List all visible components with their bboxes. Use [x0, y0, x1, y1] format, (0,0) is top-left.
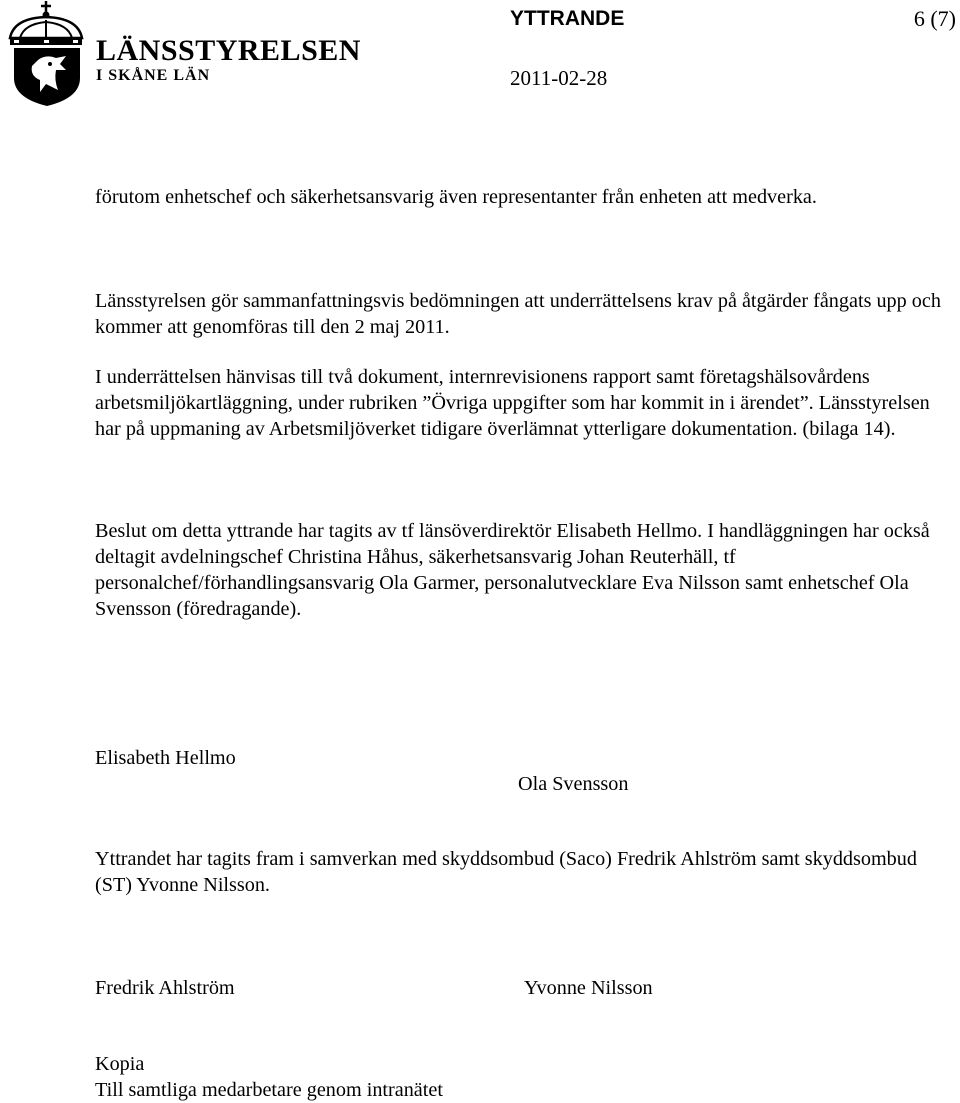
signature-yvonne-nilsson: Yvonne Nilsson: [524, 977, 653, 999]
document-type: YTTRANDE: [510, 7, 625, 30]
org-subtitle: I SKÅNE LÄN: [96, 67, 211, 84]
signature-ola-svensson: Ola Svensson: [518, 773, 629, 795]
paragraph-4: Beslut om detta yttrande har tagits av tf länsöverdirektör Elisabeth Hellmo. I handläggningen har också deltagit avdelningschef Christina Håhus, säkerhetsansvarig Johan Reuterhäll, tf personalchef/förhandlingsansvarig Ola Garmer, personalutvecklare Eva Nilsson samt enhetschef Ola Svensson (föredragande).: [95, 520, 930, 620]
document-date: 2011-02-28: [510, 66, 608, 90]
paragraph-3: I underrättelsen hänvisas till två dokument, internrevisionens rapport samt företagshälsovårdens arbetsmiljökartläggning, under rubriken ”Övriga uppgifter som har kommit in i ärendet”. Länsstyrelsen har på uppmaning av Arbetsmiljöverket tidigare överlämnat ytterligare dokumentation. (bilaga 14).: [95, 366, 930, 440]
cooperation-paragraph: Yttrandet har tagits fram i samverkan med skyddsombud (Saco) Fredrik Ahlström samt skyddsombud (ST) Yvonne Nilsson.: [95, 848, 917, 896]
signature-fredrik-ahlstrom: Fredrik Ahlström: [95, 977, 235, 999]
page-number: 6 (7): [913, 6, 956, 31]
paragraph-2: Länsstyrelsen gör sammanfattningsvis bedömningen att underrättelsens krav på åtgärder fångats upp och kommer att genomföras till den 2 maj 2011.: [95, 290, 941, 338]
paragraph-1: förutom enhetschef och säkerhetsansvarig även representanter från enheten att medverka.: [95, 186, 817, 208]
org-name: LÄNSSTYRELSEN: [96, 34, 361, 67]
copy-recipients: Till samtliga medarbetare genom intranätet: [95, 1079, 443, 1101]
copy-label: Kopia: [95, 1053, 145, 1075]
signature-elisabeth-hellmo: Elisabeth Hellmo: [95, 747, 236, 769]
